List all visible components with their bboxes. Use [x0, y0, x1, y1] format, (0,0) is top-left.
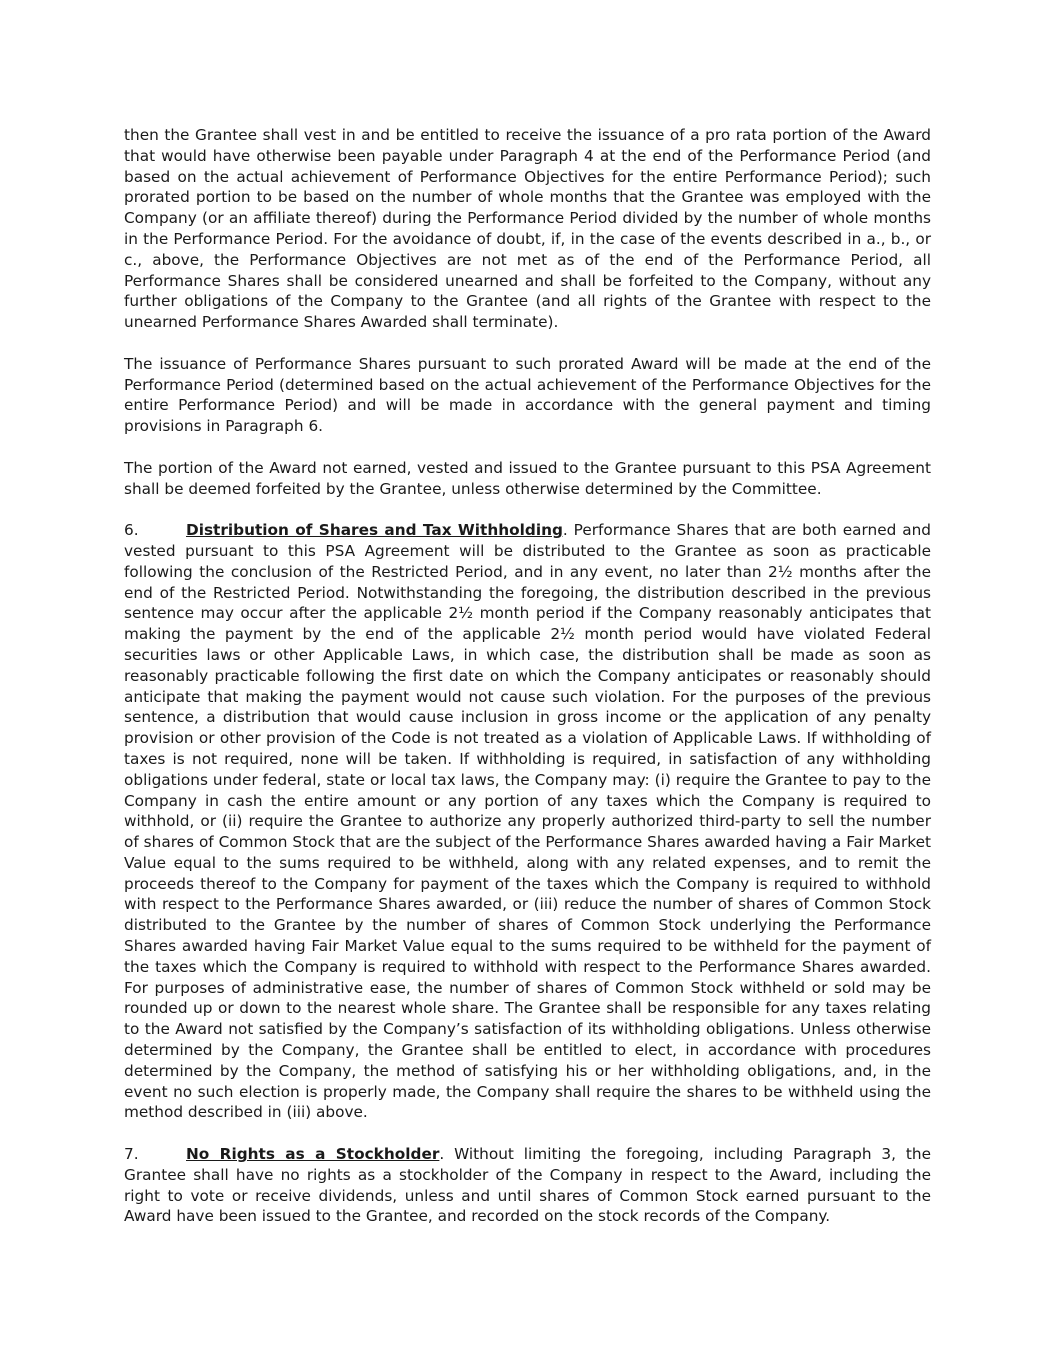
- section-7-no-rights: [124, 1144, 931, 1227]
- section-6-text: . Performance Shares that are both earned and vested pursuant to this PSA Agreement will be distributed to the Grantee as soon as practicable following the conclusion of the Restricted Period, and in any event, no later than 2½ months after the end of the Restricted Period. Notwithstanding the foregoing, the distribution described in the previous sentence may occur after the applicable 2½ month period if the Company reasonably anticipates that making the payment by the end of the applicable 2½ month period would have violated Federal securities laws or other Applicable Laws, in which case, the distribution shall be made as soon as reasonably practicable following the first date on which the Company anticipates or reasonably should anticipate that making the payment would not cause such violation. For the purposes of the previous sentence, a distribution that would cause inclusion in gross income or the application of any penalty provision or other provision of the Code is not treated as a violation of Applicable Laws. If withholding of taxes is not required, none will be taken. If withholding is required, in satisfaction of any withholding obligations under federal, state or local tax laws, the Company may: (i) require the Grantee to pay to the Company in cash the entire amount or any portion of any taxes which the Company is required to withhold, or (ii) require the Grantee to authorize any properly authorized third-party to sell the number of shares of Common Stock that are the subject of the Performance Shares awarded having a Fair Market Value equal to the sums required to be withheld, along with any related expenses, and to remit the proceeds thereof to the Company for payment of the taxes which the Company is required to withhold with respect to the Performance Shares awarded, or (iii) reduce the number of shares of Common Stock distributed to the Grantee by the number of shares of Common Stock underlying the Performance Shares awarded having Fair Market Value equal to the sums required to be withheld for the payment of the taxes which the Company is required to withhold with respect to the Performance Shares awarded. For purposes of administrative ease, the number of shares of Common Stock withheld or sold may be rounded up or down to the nearest whole share. The Grantee shall be responsible for any taxes relating to the Award not satisfied by the Company’s satisfaction of its withholding obligations. Unless otherwise determined by the Company, the Grantee shall be entitled to elect, in accordance with procedures determined by the Company, the method of satisfying his or her withholding obligations, and, in the event no such election is properly made, the Company shall require the shares to be withheld using the method described in (iii) above.: [124, 521, 931, 1122]
- document-page: [124, 125, 931, 1248]
- section-6-distribution: [124, 520, 931, 1123]
- section-6-number: 6.: [124, 521, 139, 540]
- section-6-heading: Distribution of Shares and Tax Withholding: [186, 521, 563, 540]
- paragraph-forfeiture: The portion of the Award not earned, vested and issued to the Grantee pursuant to this PSA Agreement shall be deemed forfeited by the Grantee, unless otherwise determined by the Committee.: [124, 458, 931, 498]
- section-7-number: 7.: [124, 1145, 139, 1164]
- section-7-heading: No Rights as a Stockholder: [186, 1145, 440, 1164]
- section-7-text: . Without limiting the foregoing, including Paragraph 3, the Grantee shall have no rights as a stockholder of the Company in respect to the Award, including the right to vote or receive dividends, unless and until shares of Common Stock earned pursuant to the Award have been issued to the Grantee, and recorded on the stock records of the Company.: [124, 1145, 931, 1226]
- paragraph-prorata-vesting: then the Grantee shall vest in and be entitled to receive the issuance of a pro rata portion of the Award that would have otherwise been payable under Paragraph 4 at the end of the Performance Period (and based on the actual achievement of Performance Objectives for the entire Performance Period); such prorated portion to be based on the number of whole months that the Grantee was employed with the Company (or an affiliate thereof) during the Performance Period divided by the number of whole months in the Performance Period. For the avoidance of doubt, if, in the case of the events described in a., b., or c., above, the Performance Objectives are not met as of the end of the Performance Period, all Performance Shares shall be considered unearned and shall be forfeited to the Company, without any further obligations of the Company to the Grantee (and all rights of the Grantee with respect to the unearned Performance Shares Awarded shall terminate).: [124, 126, 931, 332]
- paragraph-prorated-issuance: The issuance of Performance Shares pursuant to such prorated Award will be made at the end of the Performance Period (determined based on the actual achievement of the Performance Objectives for the entire Performance Period) and will be made in accordance with the general payment and timing provisions in Paragraph 6.: [124, 354, 931, 436]
